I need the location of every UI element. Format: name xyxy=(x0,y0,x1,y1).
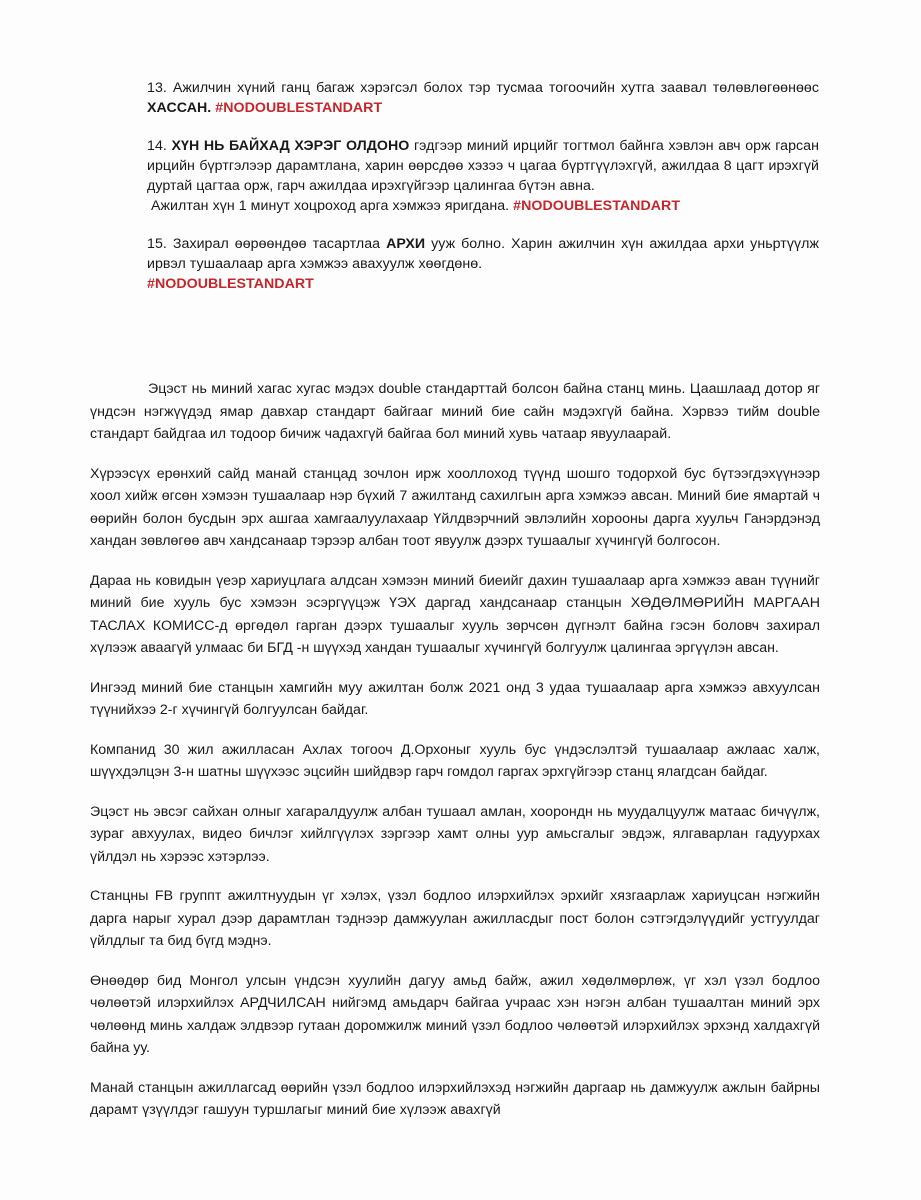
item-14-text: гэдгээр миний ирцийг тогтмол байнга хэвлэн авч орж гарсан ирцийн бүртгэлээр дарамтлана, харин өөрсдөө хэзээ ч цагаа бүртгүүлэхгүй, ажилдаа 8 цагт ирэхгүй дуртай цагтаа орж, гарч ажилдаа ирэхгүйгээр цалингаа бүтэн авна. xyxy=(147,138,819,194)
item-15-text-2: ууж болно. Харин ажилчин хүн ажилдаа архи уньртүүлж ирвэл тушаалаар арга хэмжээ авахуулж хөөгдөнө. xyxy=(147,236,819,272)
paragraph: Манай станцын ажиллагсад өөрийн үзэл бодлоо илэрхийлэхэд нэгжийн даргаар нь дамжуулж ажлын байрны дарамт үзүүлдэг гашуун туршлагыг миний бие хүлээж авахгүй xyxy=(90,1079,820,1118)
item-14-hashtag: #NODOUBLESTANDART xyxy=(513,198,681,214)
item-14-bold: ХҮН НЬ БАЙХАД ХЭРЭГ ОЛДОНО xyxy=(171,138,410,154)
item-13-paragraph xyxy=(147,78,819,118)
item-13-text: 13. Ажилчин хүний ганц багаж хэрэгсэл болох тэр тусмаа тогоочийн хутга заавал төлөвлөгөөнөөс xyxy=(147,80,819,96)
paragraph: Эцэст нь миний хагас хугас мэдэх double стандарттай болсон байна станц минь. Цаашлаад дотор яг үндсэн нэгжүүдэд ямар давхар стандарт байгааг миний бие сайн мэдэхгүй байна. Хэрвээ тийм double стандарт байдгаа ил тодоор бичиж чадахгүй байгаа бол миний хувь чатаар явуулаарай. xyxy=(90,381,820,442)
item-15-hashtag: #NODOUBLESTANDART xyxy=(147,276,314,292)
item-14-extra-line xyxy=(147,196,819,216)
paragraph: Станцны FB группт ажилтнуудын үг хэлэх, үзэл бодлоо илэрхийлэх эрхийг хязгаарлаж хариуцсан нэгжийн дарга нарыг хурал дээр дарамтлан тэднээр дамжуулан ажилласдыг пост болон сэтгэгдэлүүдийг устгуулдаг үйлдлыг та бид бүгд мэднэ. xyxy=(90,888,820,949)
paragraph: Дараа нь ковидын үеэр хариуцлага алдсан хэмээн миний биеийг дахин тушаалаар арга хэмжээ аван түүнийг миний бие хууль бус хэмээн эсэргүүцэж ҮЭХ даргад хандсанаар станцын ХӨДӨЛМӨРИЙН МАРГААН ТАСЛАХ КОМИСС-д өргөдөл гарган дээрх тушаалыг хууль зөрчсөн дүгнэлт байна гэсэн боловч захирал хүлээж аваагүй улмаас би БГД -н шүүхэд хандан тушаалыг хүчингүй болгуулж цалингаа эргүүлэн авсан. xyxy=(90,572,820,656)
item-15-bold: АРХИ xyxy=(386,236,426,252)
paragraph: Компанид 30 жил ажилласан Ахлах тогооч Д.Орхоныг хууль бус үндэслэлтэй тушаалаар ажлаас халж, шүүхдэлцэн 3-н шатны шүүхээс эцсийн шийдвэр гарч гомдол гаргах эрхгүйгээр станц ялагдсан байдаг. xyxy=(90,741,820,780)
item-14-number: 14. xyxy=(147,138,167,154)
numbered-items xyxy=(147,78,819,312)
item-15 xyxy=(147,234,819,294)
item-13 xyxy=(147,78,819,118)
item-13-hashtag: #NODOUBLESTANDART xyxy=(215,100,383,116)
item-15-paragraph xyxy=(147,234,819,294)
item-14 xyxy=(147,136,819,216)
paragraph: Ингээд миний бие станцын хамгийн муу ажилтан болж 2021 онд 3 удаа тушаалаар арга хэмжээ авхуулсан түүнийхээ 2-г хүчингүй болгуулсан байдаг. xyxy=(90,679,820,718)
paragraph: Хүрээсүх ерөнхий сайд манай станцад зочлон ирж хооллоход түүнд шошго тодорхой бус бүтээгдэхүүнээр хоол хийж өгсөн хэмээн тушаалаар нэр бүхий 7 ажилтанд сахилгын арга хэмжээ авсан. Миний бие ямартай ч өөрийн болон бусдын эрх ашгаа хамгаалуулахаар Үйлдвэрчний эвлэлийн хорооны дарга хуульч Ганэрдэнэд хандан зөвлөгөө авч хандсанаар тэрээр албан тоот явуулж дээрх тушаалыг хүчингүй болгосон. xyxy=(90,465,820,549)
item-13-bold: ХАССАН. xyxy=(147,100,212,116)
item-14-paragraph xyxy=(147,136,819,196)
paragraph: Өнөөдөр бид Монгол улсын үндсэн хуулийн дагуу амьд байж, ажил хөдөлмөрлөж, үг хэл үзэл бодлоо чөлөөтэй илэрхийлэх АРДЧИЛСАН нийгэмд амьдарч байгаа учраас хэн нэгэн албан тушаалтан миний эрх чөлөөнд минь халдаж элдвээр гутаан доромжилж миний үзэл бодлоо чөлөөтэй илэрхийлэх эрхэнд халдахгүй байна уу. xyxy=(90,972,820,1056)
body-text xyxy=(90,378,820,1139)
item-15-text: 15. Захирал өөрөөндөө тасартлаа xyxy=(147,236,387,252)
item-14-extra: Ажилтан хүн 1 минут хоцроход арга хэмжээ яригдана. xyxy=(151,198,510,214)
paragraph: Эцэст нь эвсэг сайхан олныг хагаралдуулж албан тушаал амлан, хоорондн нь муудалцуулж матаас бичүүлж, зураг авхуулах, видео бичлэг хийлгүүлэх зэргээр хамт олны уур амьсгалыг эвдэж, ялгаварлан гадуурхах үйлдэл нь хэрээс хэтэрлээ. xyxy=(90,803,820,865)
